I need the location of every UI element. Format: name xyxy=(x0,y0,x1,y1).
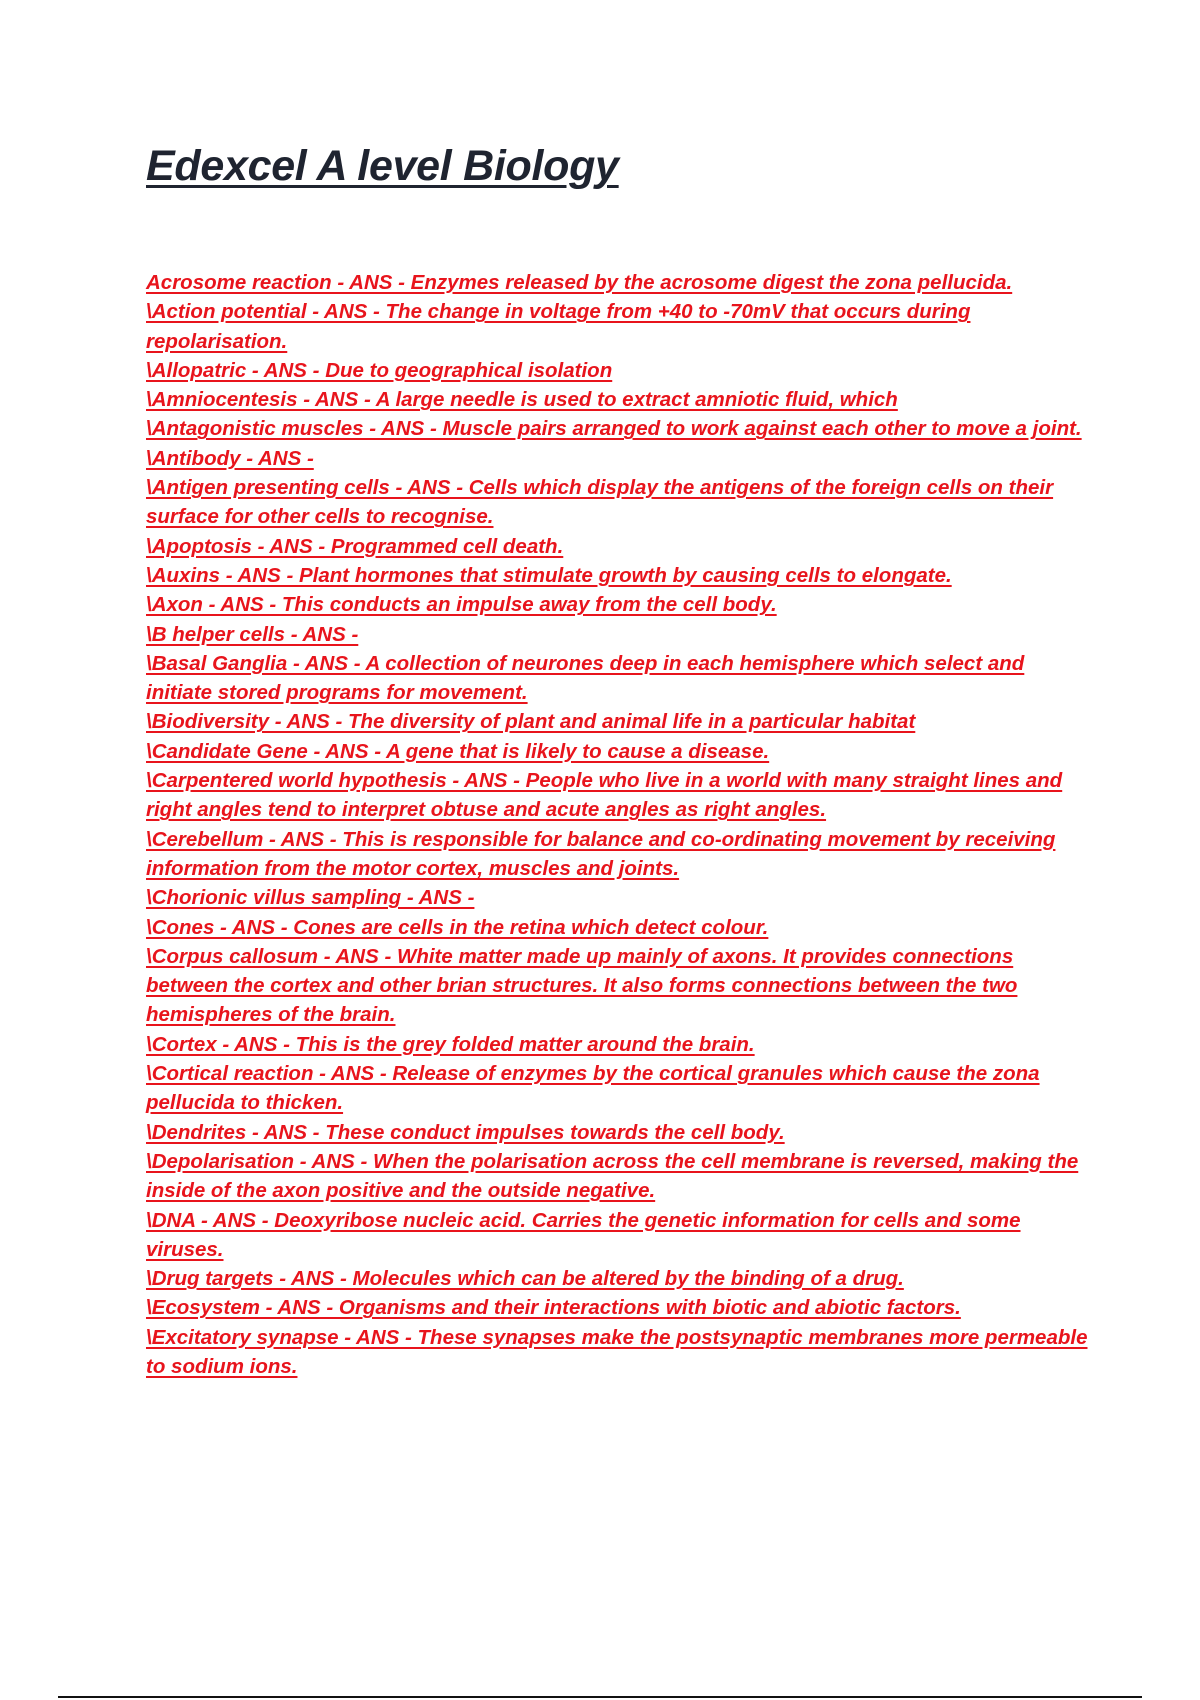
glossary-entry xyxy=(146,1059,1092,1118)
glossary-entry-text: \Chorionic villus sampling - ANS - xyxy=(146,886,475,910)
glossary-entry-text: \Auxins - ANS - Plant hormones that stimulate growth by causing cells to elongate. xyxy=(146,563,952,587)
glossary-entry xyxy=(146,444,1092,473)
glossary-entry xyxy=(146,1264,1092,1293)
glossary-entry xyxy=(146,1293,1092,1322)
glossary-entry-text: \Allopatric - ANS - Due to geographical isolation xyxy=(146,358,613,382)
glossary-entry-text: \Antigen presenting cells - ANS - Cells which display the antigens of the foreign cells on their surface for other cells to recognise. xyxy=(146,476,1054,529)
glossary-entry xyxy=(146,590,1092,619)
glossary-entry-text: \Axon - ANS - This conducts an impulse away from the cell body. xyxy=(146,593,777,617)
glossary-entry-text: \Action potential - ANS - The change in voltage from +40 to -70mV that occurs during repolarisation. xyxy=(146,300,971,353)
glossary-entry-text: \Cerebellum - ANS - This is responsible for balance and co-ordinating movement by receiving information from the motor cortex, muscles and joints. xyxy=(146,827,1056,880)
glossary-entry-text: \Antagonistic muscles - ANS - Muscle pairs arranged to work against each other to move a joint. xyxy=(146,417,1082,441)
glossary-entry xyxy=(146,883,1092,912)
glossary-entry xyxy=(146,766,1092,825)
glossary-entry xyxy=(146,620,1092,649)
glossary-entry-text: Acrosome reaction - ANS - Enzymes released by the acrosome digest the zona pellucida. xyxy=(146,271,1013,294)
glossary-entry xyxy=(146,473,1092,532)
glossary-entry xyxy=(146,1030,1092,1059)
glossary-entry xyxy=(146,297,1092,356)
glossary-entry-text: \DNA - ANS - Deoxyribose nucleic acid. Carries the genetic information for cells and some viruses. xyxy=(146,1208,1021,1261)
glossary-entry-text: \Antibody - ANS - xyxy=(146,446,314,470)
glossary-entry xyxy=(146,707,1092,736)
glossary-entry-text: \Excitatory synapse - ANS - These synapses make the postsynaptic membranes more permeable to sodium ions. xyxy=(146,1325,1088,1378)
glossary-entry-text: \Corpus callosum - ANS - White matter made up mainly of axons. It provides connections between the cortex and other brian structures. It also forms connections between the two hemispheres of the brain. xyxy=(146,944,1018,1027)
glossary-entry xyxy=(146,532,1092,561)
glossary-entry xyxy=(146,825,1092,884)
glossary-entry xyxy=(146,1147,1092,1206)
glossary-entry-text: \Drug targets - ANS - Molecules which can be altered by the binding of a drug. xyxy=(146,1267,904,1291)
glossary-entry-text: \Amniocentesis - ANS - A large needle is used to extract amniotic fluid, which xyxy=(146,388,898,412)
page-bottom-rule xyxy=(58,1696,1142,1698)
glossary-entry xyxy=(146,561,1092,590)
glossary-entry xyxy=(146,1118,1092,1147)
glossary-entry xyxy=(146,913,1092,942)
glossary-entry xyxy=(146,414,1092,443)
glossary-entry-text: \Cones - ANS - Cones are cells in the retina which detect colour. xyxy=(146,915,769,939)
document-title: Edexcel A level Biology xyxy=(146,142,619,190)
glossary-entry-text: \Biodiversity - ANS - The diversity of plant and animal life in a particular habitat xyxy=(146,710,916,734)
glossary-entry xyxy=(146,737,1092,766)
glossary-entry-text: \B helper cells - ANS - xyxy=(146,622,359,646)
glossary-entry xyxy=(146,268,1092,297)
glossary-entry xyxy=(146,942,1092,1030)
glossary-entry-text: \Apoptosis - ANS - Programmed cell death. xyxy=(146,534,564,558)
glossary-entry-text: \Dendrites - ANS - These conduct impulses towards the cell body. xyxy=(146,1120,785,1144)
glossary-entry-text: \Cortex - ANS - This is the grey folded matter around the brain. xyxy=(146,1032,755,1056)
glossary-entry-text: \Candidate Gene - ANS - A gene that is likely to cause a disease. xyxy=(146,739,770,763)
glossary-entry-text: \Cortical reaction - ANS - Release of enzymes by the cortical granules which cause the zona pellucida to thicken. xyxy=(146,1062,1040,1115)
glossary-entry xyxy=(146,1206,1092,1265)
glossary-entry-text: \Basal Ganglia - ANS - A collection of neurones deep in each hemisphere which select and initiate stored programs for movement. xyxy=(146,651,1025,705)
glossary-entry xyxy=(146,385,1092,414)
glossary-entry-text: \Carpentered world hypothesis - ANS - People who live in a world with many straight lines and right angles tend to interpret obtuse and acute angles as right angles. xyxy=(146,769,1063,822)
glossary-entry-text: \Ecosystem - ANS - Organisms and their interactions with biotic and abiotic factors. xyxy=(146,1296,961,1320)
glossary-entry-text: \Depolarisation - ANS - When the polarisation across the cell membrane is reversed, making the inside of the axon positive and the outside negative. xyxy=(146,1149,1079,1203)
glossary-entry xyxy=(146,356,1092,385)
glossary-entry xyxy=(146,1323,1092,1382)
glossary-list xyxy=(146,268,1092,1381)
glossary-entry xyxy=(146,649,1092,708)
